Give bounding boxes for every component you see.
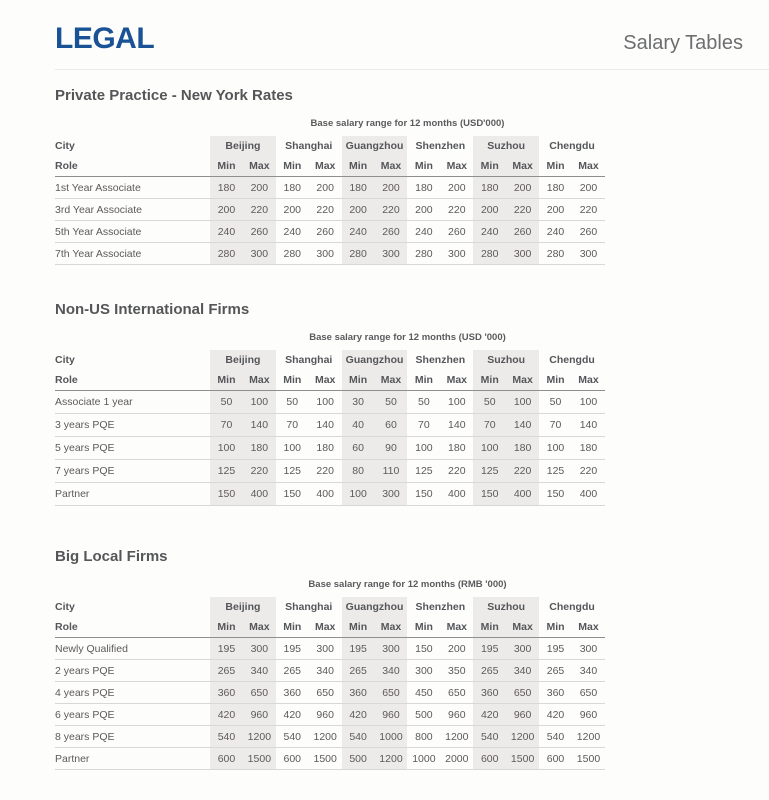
salary-value: 70 [473, 414, 506, 437]
salary-value: 240 [276, 221, 309, 243]
salary-value: 100 [539, 437, 572, 460]
salary-value: 90 [375, 437, 408, 460]
min-header: Min [407, 617, 440, 638]
max-header: Max [243, 156, 276, 177]
city-header-beijing: Beijing [210, 597, 276, 617]
min-header: Min [473, 370, 506, 391]
salary-value: 70 [210, 414, 243, 437]
city-column-label: City [55, 601, 75, 613]
max-header: Max [506, 156, 539, 177]
city-header-beijing: Beijing [210, 350, 276, 370]
table-row [55, 199, 605, 221]
min-header: Min [539, 370, 572, 391]
salary-value: 350 [440, 660, 473, 682]
salary-value: 1200 [243, 726, 276, 748]
salary-value: 650 [375, 682, 408, 704]
salary-value: 960 [309, 704, 342, 726]
salary-value: 140 [309, 414, 342, 437]
max-header: Max [243, 617, 276, 638]
section-title: Non-US International Firms [55, 301, 250, 318]
salary-value: 100 [210, 437, 243, 460]
table-row [55, 391, 605, 414]
salary-value: 360 [210, 682, 243, 704]
min-header: Min [473, 617, 506, 638]
salary-value: 1000 [407, 748, 440, 770]
salary-value: 265 [539, 660, 572, 682]
table-row [55, 682, 605, 704]
table-row [55, 638, 605, 660]
table-caption: Base salary range for 12 months (RMB '000) [308, 579, 507, 590]
salary-value: 280 [473, 243, 506, 265]
salary-value: 100 [407, 437, 440, 460]
salary-value: 50 [276, 391, 309, 414]
salary-value: 340 [309, 660, 342, 682]
salary-value: 200 [440, 177, 473, 199]
minmax-header-row [55, 370, 605, 391]
salary-value: 1500 [506, 748, 539, 770]
salary-value: 450 [407, 682, 440, 704]
salary-value: 1500 [572, 748, 605, 770]
table-row [55, 483, 605, 506]
salary-value: 180 [539, 177, 572, 199]
section-title: Private Practice - New York Rates [55, 87, 293, 104]
role-label: 2 years PQE [55, 660, 210, 682]
city-header-suzhou: Suzhou [473, 597, 539, 617]
salary-table-big-local-firms [55, 597, 605, 770]
salary-value: 200 [276, 199, 309, 221]
role-label: Newly Qualified [55, 638, 210, 660]
table-row [55, 177, 605, 199]
salary-value: 180 [276, 177, 309, 199]
city-header-guangzhou: Guangzhou [342, 597, 408, 617]
salary-value: 220 [506, 460, 539, 483]
city-header-shenzhen: Shenzhen [415, 140, 466, 152]
city-header-chengdu: Chengdu [549, 354, 595, 366]
salary-value: 540 [342, 726, 375, 748]
role-label: 5th Year Associate [55, 221, 210, 243]
page-subtitle: Salary Tables [623, 32, 743, 54]
salary-value: 360 [473, 682, 506, 704]
salary-value: 70 [539, 414, 572, 437]
salary-value: 265 [276, 660, 309, 682]
salary-value: 360 [539, 682, 572, 704]
salary-value: 280 [342, 243, 375, 265]
salary-value: 50 [210, 391, 243, 414]
city-header-shanghai: Shanghai [285, 601, 333, 613]
max-header: Max [572, 617, 605, 638]
salary-value: 360 [342, 682, 375, 704]
salary-value: 260 [440, 221, 473, 243]
salary-value: 1500 [309, 748, 342, 770]
min-header: Min [342, 370, 375, 391]
salary-value: 600 [276, 748, 309, 770]
city-column-label: City [55, 354, 75, 366]
salary-value: 300 [243, 243, 276, 265]
salary-value: 100 [342, 483, 375, 506]
role-label: Associate 1 year [55, 391, 210, 414]
salary-value: 280 [276, 243, 309, 265]
salary-value: 300 [572, 243, 605, 265]
max-header: Max [309, 156, 342, 177]
role-label: Partner [55, 483, 210, 506]
salary-value: 220 [506, 199, 539, 221]
table-row [55, 748, 605, 770]
salary-value: 240 [407, 221, 440, 243]
salary-value: 220 [243, 460, 276, 483]
salary-value: 420 [342, 704, 375, 726]
city-column-label: City [55, 140, 75, 152]
salary-value: 200 [440, 638, 473, 660]
min-header: Min [407, 156, 440, 177]
salary-value: 300 [375, 243, 408, 265]
salary-value: 800 [407, 726, 440, 748]
salary-value: 200 [473, 199, 506, 221]
salary-value: 300 [243, 638, 276, 660]
salary-value: 100 [572, 391, 605, 414]
salary-value: 60 [342, 437, 375, 460]
salary-value: 1200 [572, 726, 605, 748]
salary-value: 100 [276, 437, 309, 460]
salary-value: 420 [210, 704, 243, 726]
salary-value: 260 [572, 221, 605, 243]
salary-value: 150 [473, 483, 506, 506]
page-title: LEGAL [55, 22, 155, 55]
table-caption: Base salary range for 12 months (USD '000) [309, 332, 506, 343]
min-header: Min [276, 156, 309, 177]
table-row [55, 221, 605, 243]
max-header: Max [506, 617, 539, 638]
role-label: 1st Year Associate [55, 177, 210, 199]
role-label: 6 years PQE [55, 704, 210, 726]
salary-value: 960 [440, 704, 473, 726]
min-header: Min [342, 156, 375, 177]
salary-value: 150 [276, 483, 309, 506]
salary-value: 650 [243, 682, 276, 704]
salary-value: 220 [375, 199, 408, 221]
min-header: Min [407, 370, 440, 391]
city-header-guangzhou: Guangzhou [342, 136, 408, 156]
city-header-suzhou: Suzhou [473, 136, 539, 156]
role-label: 4 years PQE [55, 682, 210, 704]
city-header-row [55, 136, 605, 156]
salary-value: 1000 [375, 726, 408, 748]
salary-value: 200 [407, 199, 440, 221]
salary-value: 30 [342, 391, 375, 414]
salary-value: 200 [506, 177, 539, 199]
salary-value: 195 [210, 638, 243, 660]
salary-value: 100 [243, 391, 276, 414]
max-header: Max [572, 370, 605, 391]
table-row [55, 704, 605, 726]
min-header: Min [276, 617, 309, 638]
salary-value: 200 [539, 199, 572, 221]
max-header: Max [506, 370, 539, 391]
salary-value: 400 [243, 483, 276, 506]
salary-value: 140 [440, 414, 473, 437]
max-header: Max [375, 617, 408, 638]
max-header: Max [440, 370, 473, 391]
salary-value: 650 [309, 682, 342, 704]
city-header-row [55, 350, 605, 370]
salary-value: 50 [375, 391, 408, 414]
role-column-label: Role [55, 617, 210, 638]
salary-value: 300 [309, 638, 342, 660]
salary-value: 960 [243, 704, 276, 726]
salary-value: 340 [375, 660, 408, 682]
salary-value: 340 [506, 660, 539, 682]
salary-value: 260 [506, 221, 539, 243]
salary-value: 650 [440, 682, 473, 704]
salary-value: 1200 [309, 726, 342, 748]
table-row [55, 660, 605, 682]
salary-value: 200 [210, 199, 243, 221]
salary-value: 195 [539, 638, 572, 660]
max-header: Max [309, 617, 342, 638]
salary-value: 220 [309, 199, 342, 221]
minmax-header-row [55, 617, 605, 638]
salary-value: 125 [276, 460, 309, 483]
salary-value: 650 [572, 682, 605, 704]
max-header: Max [375, 370, 408, 391]
salary-value: 125 [407, 460, 440, 483]
section-big-local-firms [55, 548, 605, 770]
role-label: Partner [55, 748, 210, 770]
salary-value: 140 [506, 414, 539, 437]
salary-value: 265 [473, 660, 506, 682]
salary-value: 360 [276, 682, 309, 704]
max-header: Max [572, 156, 605, 177]
salary-value: 200 [243, 177, 276, 199]
salary-value: 150 [407, 638, 440, 660]
salary-value: 260 [309, 221, 342, 243]
salary-value: 180 [572, 437, 605, 460]
salary-value: 540 [473, 726, 506, 748]
salary-value: 150 [210, 483, 243, 506]
salary-value: 100 [440, 391, 473, 414]
min-header: Min [473, 156, 506, 177]
salary-value: 300 [506, 243, 539, 265]
city-header-shenzhen: Shenzhen [415, 601, 466, 613]
salary-value: 150 [407, 483, 440, 506]
salary-value: 200 [309, 177, 342, 199]
salary-table-non-us-international [55, 350, 605, 506]
salary-value: 50 [539, 391, 572, 414]
salary-value: 500 [407, 704, 440, 726]
salary-value: 260 [375, 221, 408, 243]
salary-value: 100 [309, 391, 342, 414]
salary-value: 280 [539, 243, 572, 265]
page-header [55, 0, 769, 70]
role-column-label: Role [55, 156, 210, 177]
salary-value: 400 [572, 483, 605, 506]
max-header: Max [440, 617, 473, 638]
max-header: Max [440, 156, 473, 177]
salary-value: 420 [539, 704, 572, 726]
salary-value: 400 [309, 483, 342, 506]
role-label: 7th Year Associate [55, 243, 210, 265]
city-header-shenzhen: Shenzhen [415, 354, 466, 366]
salary-value: 150 [539, 483, 572, 506]
city-header-shanghai: Shanghai [285, 354, 333, 366]
salary-value: 140 [243, 414, 276, 437]
role-column-label: Role [55, 370, 210, 391]
salary-value: 200 [375, 177, 408, 199]
salary-value: 540 [276, 726, 309, 748]
salary-value: 265 [342, 660, 375, 682]
salary-value: 80 [342, 460, 375, 483]
salary-value: 300 [375, 483, 408, 506]
city-header-chengdu: Chengdu [549, 140, 595, 152]
salary-value: 195 [276, 638, 309, 660]
salary-value: 240 [473, 221, 506, 243]
salary-value: 300 [506, 638, 539, 660]
salary-value: 125 [210, 460, 243, 483]
salary-value: 1200 [506, 726, 539, 748]
min-header: Min [276, 370, 309, 391]
salary-value: 650 [506, 682, 539, 704]
salary-value: 180 [243, 437, 276, 460]
salary-value: 960 [506, 704, 539, 726]
salary-value: 240 [539, 221, 572, 243]
salary-value: 125 [539, 460, 572, 483]
salary-value: 100 [473, 437, 506, 460]
salary-value: 220 [440, 199, 473, 221]
salary-value: 70 [407, 414, 440, 437]
min-header: Min [342, 617, 375, 638]
salary-value: 180 [407, 177, 440, 199]
salary-value: 200 [572, 177, 605, 199]
salary-value: 60 [375, 414, 408, 437]
salary-value: 340 [243, 660, 276, 682]
table-row [55, 437, 605, 460]
salary-value: 300 [440, 243, 473, 265]
salary-value: 180 [440, 437, 473, 460]
salary-value: 220 [309, 460, 342, 483]
salary-value: 240 [342, 221, 375, 243]
salary-value: 340 [572, 660, 605, 682]
city-header-row [55, 597, 605, 617]
table-row [55, 414, 605, 437]
salary-value: 110 [375, 460, 408, 483]
table-row [55, 460, 605, 483]
salary-value: 300 [375, 638, 408, 660]
salary-value: 200 [342, 199, 375, 221]
role-label: 7 years PQE [55, 460, 210, 483]
role-label: 3 years PQE [55, 414, 210, 437]
salary-value: 300 [572, 638, 605, 660]
salary-value: 180 [342, 177, 375, 199]
salary-value: 300 [309, 243, 342, 265]
salary-value: 180 [473, 177, 506, 199]
salary-value: 300 [407, 660, 440, 682]
salary-value: 500 [342, 748, 375, 770]
salary-value: 180 [210, 177, 243, 199]
salary-value: 100 [506, 391, 539, 414]
min-header: Min [210, 617, 243, 638]
role-label: 3rd Year Associate [55, 199, 210, 221]
min-header: Min [539, 156, 572, 177]
role-label: 8 years PQE [55, 726, 210, 748]
salary-value: 540 [210, 726, 243, 748]
salary-value: 600 [210, 748, 243, 770]
salary-value: 220 [440, 460, 473, 483]
section-private-practice-new-york-rates [55, 87, 605, 265]
section-non-us-international-firms [55, 301, 605, 506]
salary-value: 540 [539, 726, 572, 748]
min-header: Min [539, 617, 572, 638]
salary-value: 420 [276, 704, 309, 726]
salary-value: 180 [506, 437, 539, 460]
salary-value: 1200 [375, 748, 408, 770]
salary-value: 280 [407, 243, 440, 265]
max-header: Max [243, 370, 276, 391]
salary-value: 125 [473, 460, 506, 483]
salary-value: 280 [210, 243, 243, 265]
salary-value: 260 [243, 221, 276, 243]
table-caption: Base salary range for 12 months (USD'000) [310, 118, 505, 129]
salary-value: 195 [473, 638, 506, 660]
salary-value: 600 [539, 748, 572, 770]
salary-table-private-practice [55, 136, 605, 265]
city-header-guangzhou: Guangzhou [342, 350, 408, 370]
minmax-header-row [55, 156, 605, 177]
salary-value: 420 [473, 704, 506, 726]
salary-value: 220 [243, 199, 276, 221]
salary-value: 140 [572, 414, 605, 437]
salary-value: 50 [473, 391, 506, 414]
section-title: Big Local Firms [55, 548, 168, 565]
max-header: Max [375, 156, 408, 177]
salary-value: 1500 [243, 748, 276, 770]
max-header: Max [309, 370, 342, 391]
salary-value: 50 [407, 391, 440, 414]
salary-value: 220 [572, 199, 605, 221]
salary-value: 2000 [440, 748, 473, 770]
city-header-suzhou: Suzhou [473, 350, 539, 370]
salary-value: 1200 [440, 726, 473, 748]
salary-value: 600 [473, 748, 506, 770]
salary-value: 195 [342, 638, 375, 660]
salary-value: 220 [572, 460, 605, 483]
city-header-beijing: Beijing [210, 136, 276, 156]
min-header: Min [210, 370, 243, 391]
salary-value: 240 [210, 221, 243, 243]
city-header-shanghai: Shanghai [285, 140, 333, 152]
salary-value: 180 [309, 437, 342, 460]
salary-value: 70 [276, 414, 309, 437]
salary-value: 40 [342, 414, 375, 437]
salary-value: 400 [506, 483, 539, 506]
salary-value: 265 [210, 660, 243, 682]
table-row [55, 726, 605, 748]
min-header: Min [210, 156, 243, 177]
salary-value: 400 [440, 483, 473, 506]
salary-value: 960 [572, 704, 605, 726]
table-row [55, 243, 605, 265]
role-label: 5 years PQE [55, 437, 210, 460]
salary-value: 960 [375, 704, 408, 726]
city-header-chengdu: Chengdu [549, 601, 595, 613]
